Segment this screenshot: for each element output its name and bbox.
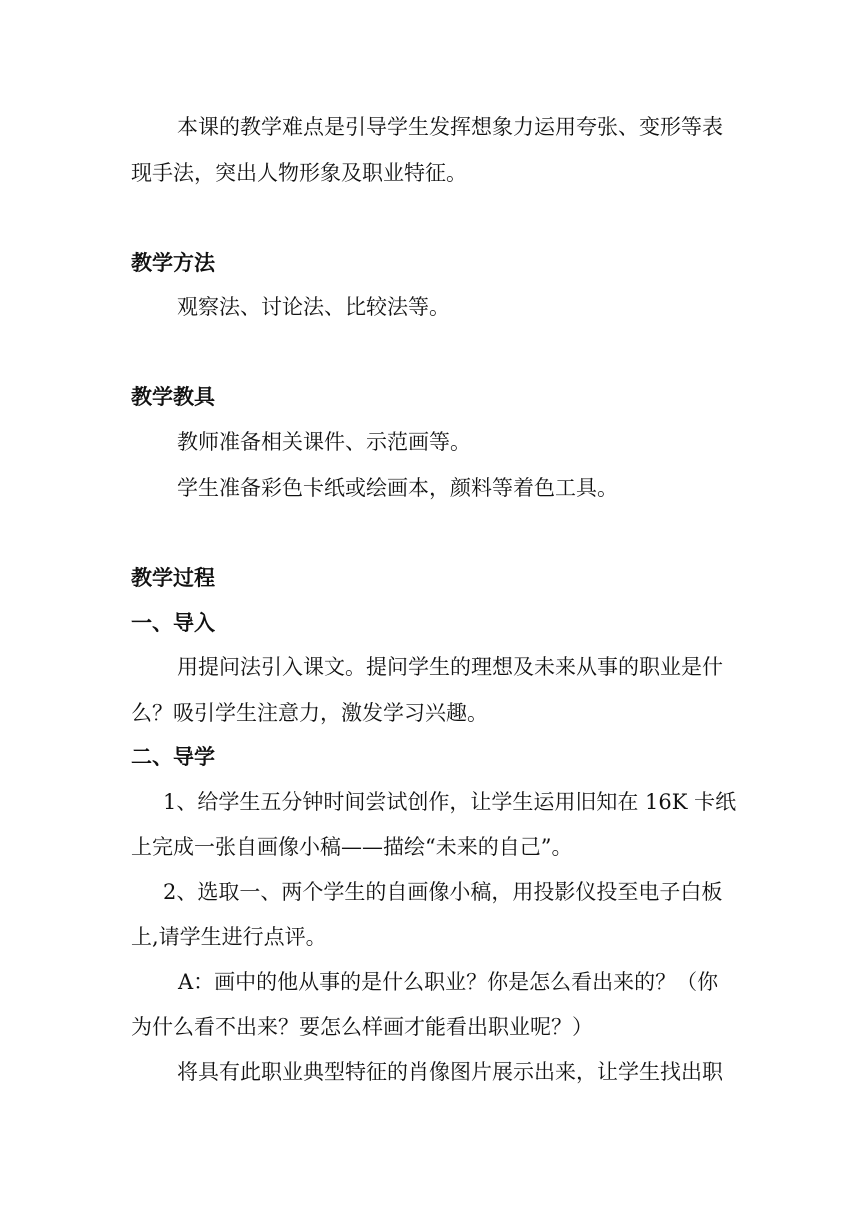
guide-item-1-line-1: 1、给学生五分钟时间尝试创作，让学生运用旧知在 16K 卡纸 <box>163 790 737 814</box>
section-intro-line-2: 么？吸引学生注意力，激发学习兴趣。 <box>131 701 488 725</box>
tools-teacher-text: 教师准备相关课件、示范画等。 <box>177 430 471 454</box>
guide-item-2-line-2: 上,请学生进行点评。 <box>131 925 327 949</box>
show-images-line-1: 将具有此职业典型特征的肖像图片展示出来，让学生找出职 <box>177 1060 723 1084</box>
methods-text: 观察法、讨论法、比较法等。 <box>177 295 450 319</box>
section-intro-heading: 一、导入 <box>131 611 215 635</box>
methods-heading: 教学方法 <box>131 251 215 275</box>
section-intro-line-1: 用提问法引入课文。提问学生的理想及未来从事的职业是什 <box>177 655 723 679</box>
question-a-line-2: 为什么看不出来？要怎么样画才能看出职业呢？） <box>131 1015 593 1039</box>
difficulty-text-line-1: 本课的教学难点是引导学生发挥想象力运用夸张、变形等表 <box>177 115 723 139</box>
guide-item-1-line-2: 上完成一张自画像小稿——描绘“未来的自己”。 <box>131 835 573 859</box>
question-a-line-1: A：画中的他从事的是什么职业？你是怎么看出来的？（你 <box>178 970 719 994</box>
section-guide-heading: 二、导学 <box>131 745 215 769</box>
guide-item-2-line-1: 2、选取一、两个学生的自画像小稿，用投影仪投至电子白板 <box>163 880 723 904</box>
process-heading: 教学过程 <box>131 566 215 590</box>
tools-heading: 教学教具 <box>131 385 215 409</box>
tools-student-text: 学生准备彩色卡纸或绘画本，颜料等着色工具。 <box>177 476 618 500</box>
difficulty-text-line-2: 现手法，突出人物形象及职业特征。 <box>131 161 467 185</box>
